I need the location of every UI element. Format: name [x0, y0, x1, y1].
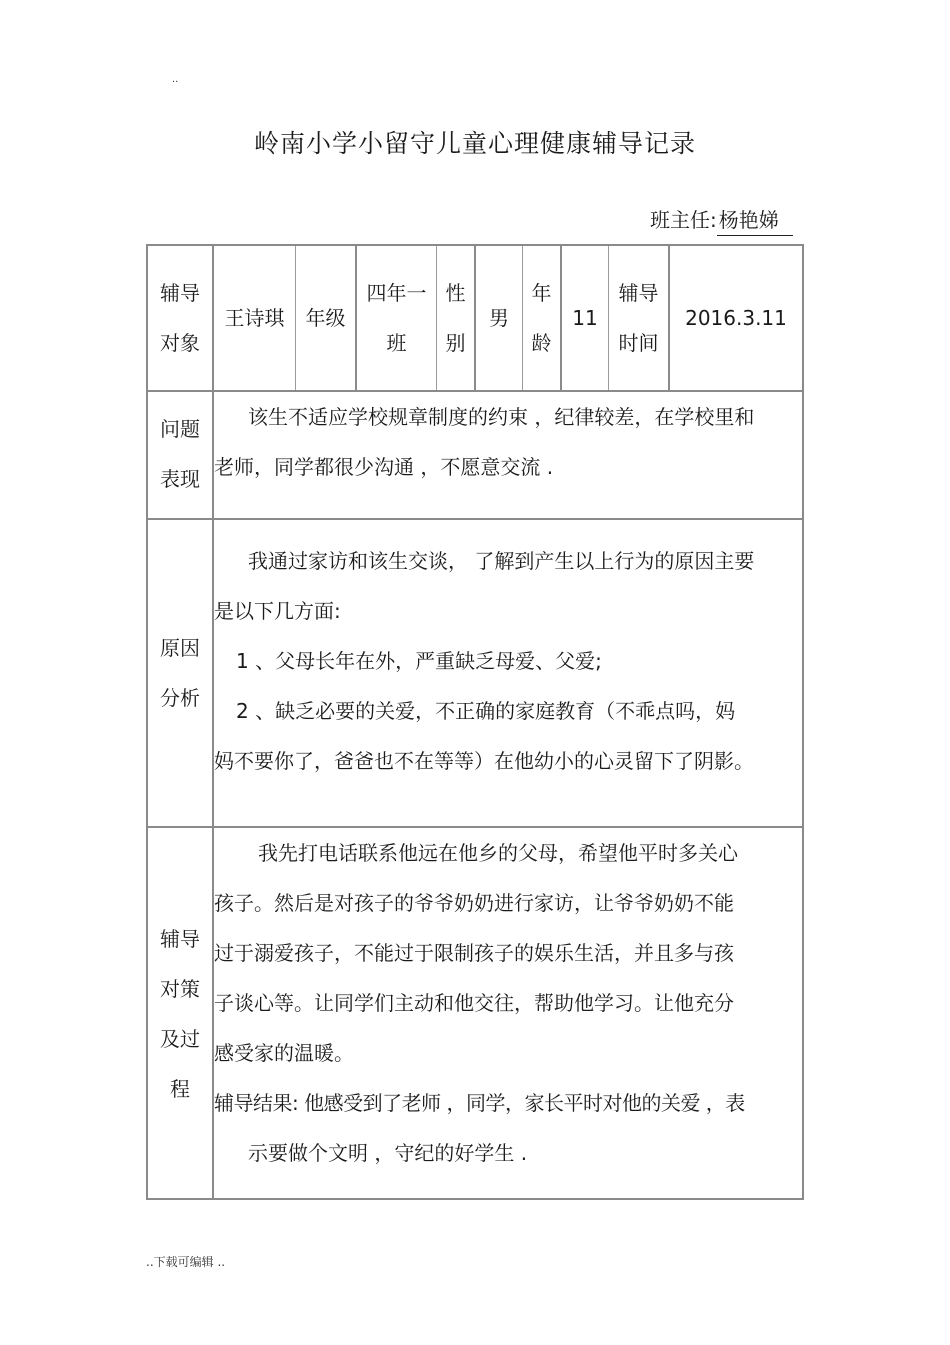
header-mark: .. [172, 74, 179, 85]
grade-label: 年级 [305, 306, 346, 330]
strategy-line-3: 过于溺爱孩子，不能过于限制孩子的娱乐生活，并且多与孩 [214, 941, 734, 965]
strategy-line-4: 子谈心等。让同学们主动和他交往，帮助他学习。让他充分 [214, 991, 734, 1015]
counsel-time-label: 辅导 时间 [618, 281, 659, 355]
gender-value: 男 [489, 306, 509, 330]
cause-line-5: 妈不要你了，爸爸也不在等等）在他幼小的心灵留下了阴影。 [214, 749, 754, 773]
cause-line-1: 我通过家访和该生交谈， 了解到产生以上行为的原因主要 [248, 549, 755, 573]
counseling-record-table [146, 244, 804, 1200]
page-title: 岭南小学小留守儿童心理健康辅导记录 [253, 129, 696, 158]
strategy-line-5: 感受家的温暖。 [214, 1041, 354, 1065]
teacher-label: 班主任: [650, 208, 717, 232]
grade-value: 四年一 班 [366, 281, 427, 355]
strategy-line-2: 孩子。然后是对孩子的爷爷奶奶进行家访，让爷爷奶奶不能 [214, 891, 734, 915]
footer-note: ..下载可编辑 .. [146, 1255, 226, 1269]
problem-line-1: 该生不适应学校规章制度的约束 ，纪律较差，在学校里和 [248, 405, 755, 429]
strategy-line-1: 我先打电话联系他远在他乡的父母，希望他平时多关心 [258, 841, 738, 865]
age-label: 年 龄 [531, 281, 552, 355]
gender-label: 性 别 [445, 281, 466, 355]
label-counsel-target: 辅导 对象 [160, 281, 200, 355]
cause-line-4: 2 、缺乏必要的关爱，不正确的家庭教育（不乖点吗，妈 [236, 699, 736, 723]
problem-line-2: 老师，同学都很少沟通 ，不愿意交流 . [214, 455, 554, 479]
label-strategy: 辅导 对策 及过 程 [160, 927, 200, 1101]
student-name: 王诗琪 [224, 306, 285, 330]
cause-line-2: 是以下几方面: [214, 599, 341, 623]
counsel-result-line-1: 辅导结果: 他感受到了老师 ，同学，家长平时对他的关爱 ，表 [214, 1091, 745, 1115]
cause-line-3: 1 、父母长年在外，严重缺乏母爱、父爱; [236, 649, 602, 673]
label-problem: 问题 表现 [160, 417, 200, 491]
age-value: 11 [572, 306, 598, 330]
label-cause: 原因 分析 [160, 636, 200, 710]
teacher-line [650, 204, 793, 236]
row-divider-2 [148, 518, 802, 520]
counsel-date: 2016.3.11 [685, 306, 787, 330]
counsel-result-line-2: 示要做个文明 ，守纪的好学生 . [248, 1141, 528, 1165]
teacher-name: 杨艳娣 [717, 204, 793, 236]
